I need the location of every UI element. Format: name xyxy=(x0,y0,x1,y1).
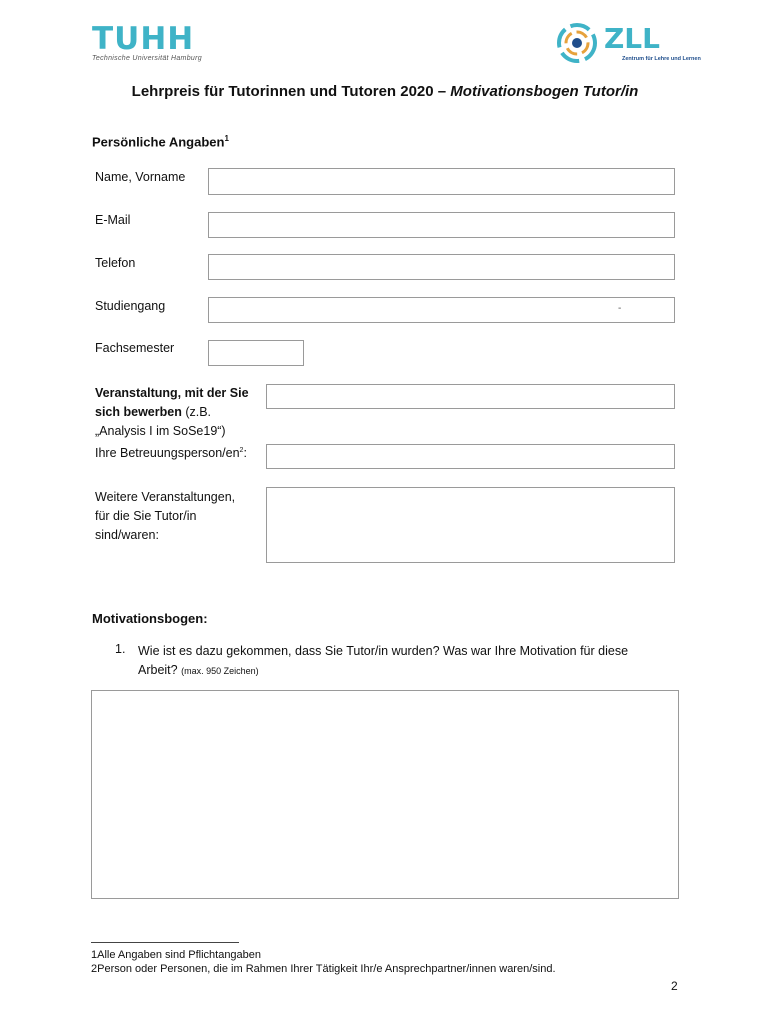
footnote-divider xyxy=(91,942,239,943)
title-italic: Motivationsbogen Tutor/in xyxy=(450,83,639,100)
more-courses-label-line2: für die Sie Tutor/in xyxy=(95,509,197,523)
phone-field[interactable] xyxy=(208,254,675,280)
zll-logo xyxy=(556,22,701,66)
more-courses-field[interactable] xyxy=(266,487,675,563)
personal-heading-footnote-ref: 1 xyxy=(224,134,229,143)
semester-field[interactable] xyxy=(208,340,304,366)
course-label-line1: Veranstaltung, mit der Sie xyxy=(95,386,249,400)
zll-emblem-icon xyxy=(556,22,598,64)
tuhh-logo-word: TUHH xyxy=(92,21,195,57)
zll-logo-word: ZLL xyxy=(604,22,660,55)
supervisor-footnote-ref: 2 xyxy=(239,446,244,454)
personal-heading xyxy=(92,134,229,149)
email-label: E-Mail xyxy=(95,213,131,227)
page-title xyxy=(0,83,770,100)
question-1-line2 xyxy=(138,661,628,681)
personal-heading-text: Persönliche Angaben xyxy=(92,134,225,150)
program-field-value: - xyxy=(618,303,622,314)
more-courses-label xyxy=(95,488,235,545)
supervisor-field[interactable] xyxy=(266,444,675,469)
supervisor-label-text: Ihre Betreuungsperson/en xyxy=(95,446,240,460)
question-1-hint: (max. 950 Zeichen) xyxy=(181,666,259,676)
course-label-line2 xyxy=(95,403,249,422)
phone-label: Telefon xyxy=(95,256,136,270)
zll-logo-subtitle: Zentrum für Lehre und Lernen xyxy=(622,56,701,62)
program-label: Studiengang xyxy=(95,299,166,313)
course-label-line3: „Analysis I im SoSe19“) xyxy=(95,424,226,438)
more-courses-label-line3: sind/waren: xyxy=(95,528,159,542)
course-label xyxy=(95,384,249,441)
email-field[interactable] xyxy=(208,212,675,238)
footnote-1: 1Alle Angaben sind Pflichtangaben xyxy=(91,949,262,961)
supervisor-label-colon: : xyxy=(243,446,247,460)
tuhh-logo xyxy=(92,21,202,62)
semester-label: Fachsemester xyxy=(95,341,175,355)
name-label: Name, Vorname xyxy=(95,170,186,184)
supervisor-label xyxy=(95,446,247,460)
name-field[interactable] xyxy=(208,168,675,195)
motivation-heading: Motivationsbogen: xyxy=(92,611,208,626)
title-main: Lehrpreis für Tutorinnen und Tutoren 2020 – xyxy=(131,83,451,100)
question-1-text xyxy=(138,642,628,681)
more-courses-label-line1: Weitere Veranstaltungen, xyxy=(95,490,236,504)
question-1-answer-field[interactable] xyxy=(91,690,679,899)
footnote-2: 2Person oder Personen, die im Rahmen Ihrer Tätigkeit Ihr/e Ansprechpartner/innen waren/sind. xyxy=(91,963,556,975)
question-1-line1: Wie ist es dazu gekommen, dass Sie Tutor/in wurden? Was war Ihre Motivation für diese xyxy=(138,644,629,658)
question-1-number: 1. xyxy=(115,642,126,656)
course-field[interactable] xyxy=(266,384,675,409)
program-field[interactable] xyxy=(208,297,675,323)
page-number: 2 xyxy=(671,979,678,993)
course-label-line2-rest: (z.B. xyxy=(181,405,212,419)
course-label-line2-bold: sich bewerben xyxy=(95,405,182,419)
question-1-line2-text: Arbeit? xyxy=(138,663,178,677)
tuhh-logo-subtitle: Technische Universität Hamburg xyxy=(92,55,202,62)
